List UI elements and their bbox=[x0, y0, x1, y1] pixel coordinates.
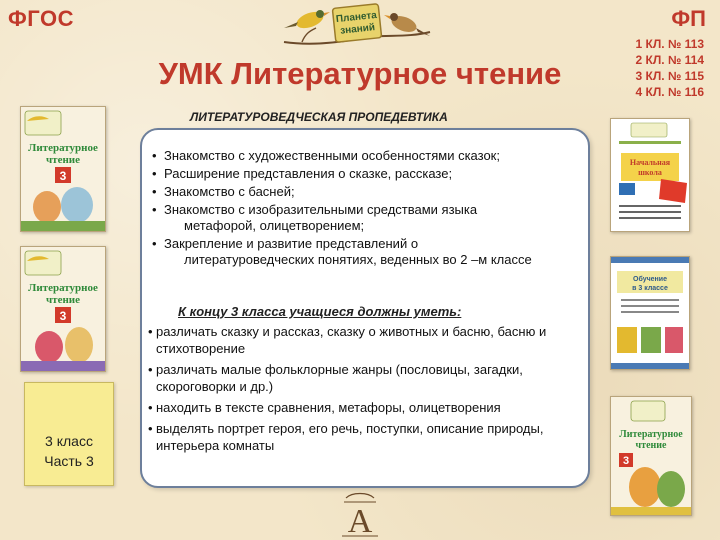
svg-text:Обучение: Обучение bbox=[633, 276, 667, 283]
fgos-label: ФГОС bbox=[8, 6, 74, 31]
svg-text:Литературное: Литературное bbox=[619, 429, 683, 440]
fp-list-item: 2 КЛ. № 114 bbox=[635, 53, 704, 67]
skill-item: • находить в тексте сравнения, метафоры, олицетворения bbox=[148, 399, 582, 416]
page-title: УМК Литературное чтение bbox=[158, 56, 562, 91]
list-item: • Расширение представления о сказке, рассказе; bbox=[152, 166, 582, 182]
svg-text:школа: школа bbox=[638, 168, 662, 177]
section-subtitle: ЛИТЕРАТУРОВЕДЧЕСКАЯ ПРОПЕДЕВТИКА bbox=[190, 110, 448, 124]
book-cover-teaching bbox=[610, 256, 690, 370]
book-cover-left-2 bbox=[20, 246, 106, 372]
list-item-continuation: метафорой, олицетворением; bbox=[184, 218, 365, 233]
svg-text:чтение: чтение bbox=[635, 440, 667, 451]
list-item bbox=[152, 236, 582, 268]
grade-part-label bbox=[24, 382, 114, 486]
skills-heading: К концу 3 класса учащиеся должны уметь: bbox=[178, 304, 462, 319]
skill-item: • различать малые фольклорные жанры (пословицы, загадки, скороговорки и др.) bbox=[148, 361, 582, 395]
list-item: • Знакомство с басней; bbox=[152, 184, 582, 200]
planeta-znaniy-logo bbox=[282, 2, 432, 54]
list-item: • Знакомство с художественными особенностями сказок; bbox=[152, 148, 582, 164]
fp-list-item: 4 КЛ. № 116 bbox=[635, 85, 704, 99]
ornament-letter-icon bbox=[340, 490, 380, 538]
list-item bbox=[152, 202, 582, 234]
svg-text:3: 3 bbox=[59, 309, 67, 323]
svg-text:А: А bbox=[347, 503, 373, 538]
svg-text:чтение: чтение bbox=[45, 154, 81, 166]
svg-text:Литературное: Литературное bbox=[28, 142, 98, 154]
svg-text:в 3 классе: в 3 классе bbox=[632, 285, 668, 292]
propaedeutics-list bbox=[152, 148, 582, 270]
svg-text:Литературное: Литературное bbox=[28, 282, 98, 294]
list-item-text: Закрепление и развитие представлений о bbox=[164, 236, 419, 251]
content-panel bbox=[140, 128, 590, 488]
part-label: Часть 3 bbox=[44, 453, 94, 469]
skill-item: • выделять портрет героя, его речь, поступки, описание природы, интерьера комнаты bbox=[148, 420, 582, 454]
book-cover-right-reader bbox=[610, 396, 692, 516]
skills-list bbox=[148, 323, 582, 458]
list-item-text: Знакомство с изобразительными средствами языка bbox=[164, 202, 478, 217]
logo-text-line2: знаний bbox=[339, 22, 376, 37]
grade-label: 3 класс bbox=[45, 433, 93, 449]
svg-text:Начальная: Начальная bbox=[629, 158, 671, 167]
fp-label: ФП bbox=[671, 6, 706, 31]
svg-text:3: 3 bbox=[622, 455, 630, 467]
svg-text:3: 3 bbox=[59, 169, 67, 183]
fp-list-item: 3 КЛ. № 115 bbox=[635, 69, 704, 83]
skill-item: • различать сказку и рассказ, сказку о животных и басню, басню и стихотворение bbox=[148, 323, 582, 357]
logo-text-line1: Планета bbox=[335, 9, 378, 26]
fp-list-item: 1 КЛ. № 113 bbox=[635, 37, 704, 51]
book-cover-left-1 bbox=[20, 106, 106, 232]
svg-text:чтение: чтение bbox=[45, 294, 81, 306]
list-item-continuation: литературоведческих понятиях, веденных во 2 –м классе bbox=[184, 252, 532, 267]
book-cover-program bbox=[610, 118, 690, 232]
